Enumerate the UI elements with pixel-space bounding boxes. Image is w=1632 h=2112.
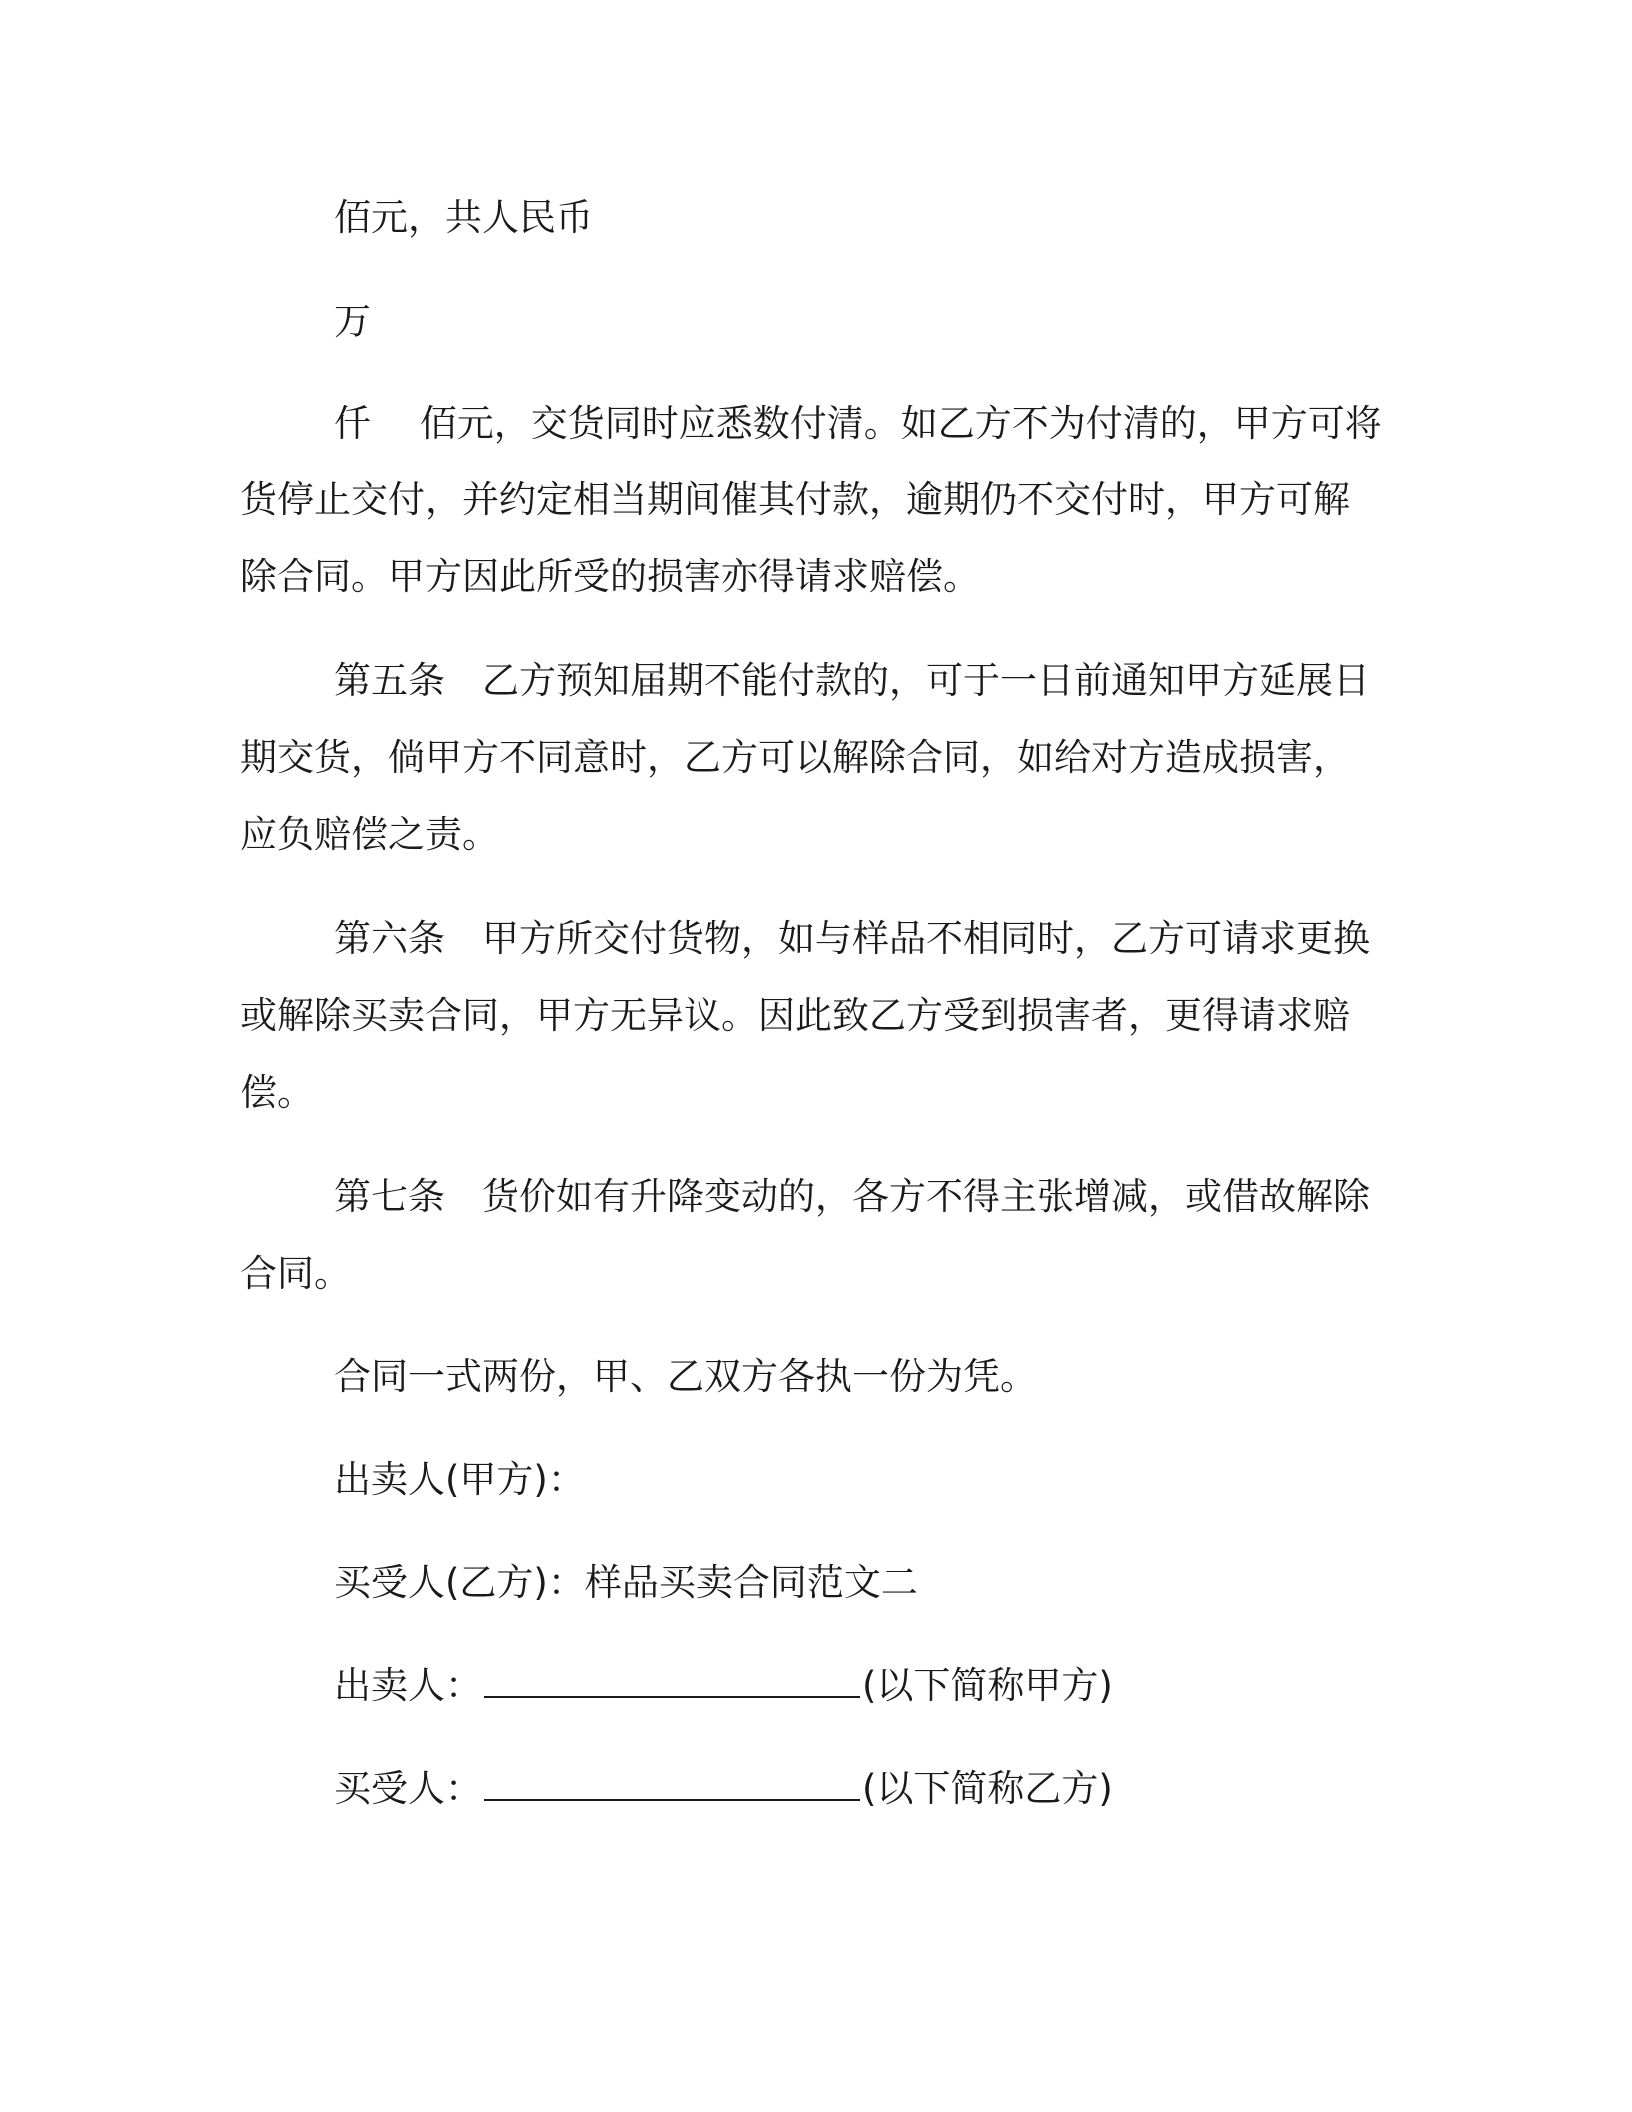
clause-7-line: 第七条 货价如有升降变动的，各方不得主张增减，或借故解除 (334, 1175, 1370, 1218)
clause-6-line: 偿。 (240, 1071, 314, 1114)
copies-statement: 合同一式两份，甲、乙双方各执一份为凭。 (334, 1355, 1037, 1398)
seller-field-label: 出卖人： (334, 1664, 482, 1707)
buyer-field-label: 买受人： (334, 1767, 482, 1810)
clause-5-line: 应负赔偿之责。 (240, 813, 499, 856)
clause-5-line: 第五条 乙方预知届期不能付款的，可于一日前通知甲方延展日 (334, 659, 1370, 702)
text-line: 货停止交付，并约定相当期间催其付款，逾期仍不交付时，甲方可解 (240, 478, 1350, 521)
clause-7-line: 合同。 (240, 1252, 351, 1295)
seller-signature-label: 出卖人(甲方)： (334, 1458, 585, 1501)
text-line: 除合同。甲方因此所受的损害亦得请求赔偿。 (240, 555, 980, 598)
clause-6-line: 或解除买卖合同，甲方无异议。因此致乙方受到损害者，更得请求赔 (240, 994, 1350, 1037)
buyer-signature-label: 买受人(乙方)：样品买卖合同范文二 (334, 1561, 918, 1604)
text-line: 佰元，共人民币 (334, 196, 593, 239)
buyer-field-suffix: (以下简称乙方) (862, 1767, 1113, 1810)
clause-5-line: 期交货，倘甲方不同意时，乙方可以解除合同，如给对方造成损害， (240, 736, 1350, 779)
seller-field-suffix: (以下简称甲方) (862, 1664, 1113, 1707)
seller-field (334, 1664, 1113, 1708)
text-line: 仟 佰元，交货同时应悉数付清。如乙方不为付清的，甲方可将 (334, 402, 1382, 445)
buyer-blank[interactable] (484, 1769, 860, 1801)
seller-blank[interactable] (484, 1666, 860, 1698)
clause-6-line: 第六条 甲方所交付货物，如与样品不相同时，乙方可请求更换 (334, 917, 1370, 960)
buyer-field (334, 1767, 1113, 1811)
text-line: 万 (334, 300, 371, 343)
